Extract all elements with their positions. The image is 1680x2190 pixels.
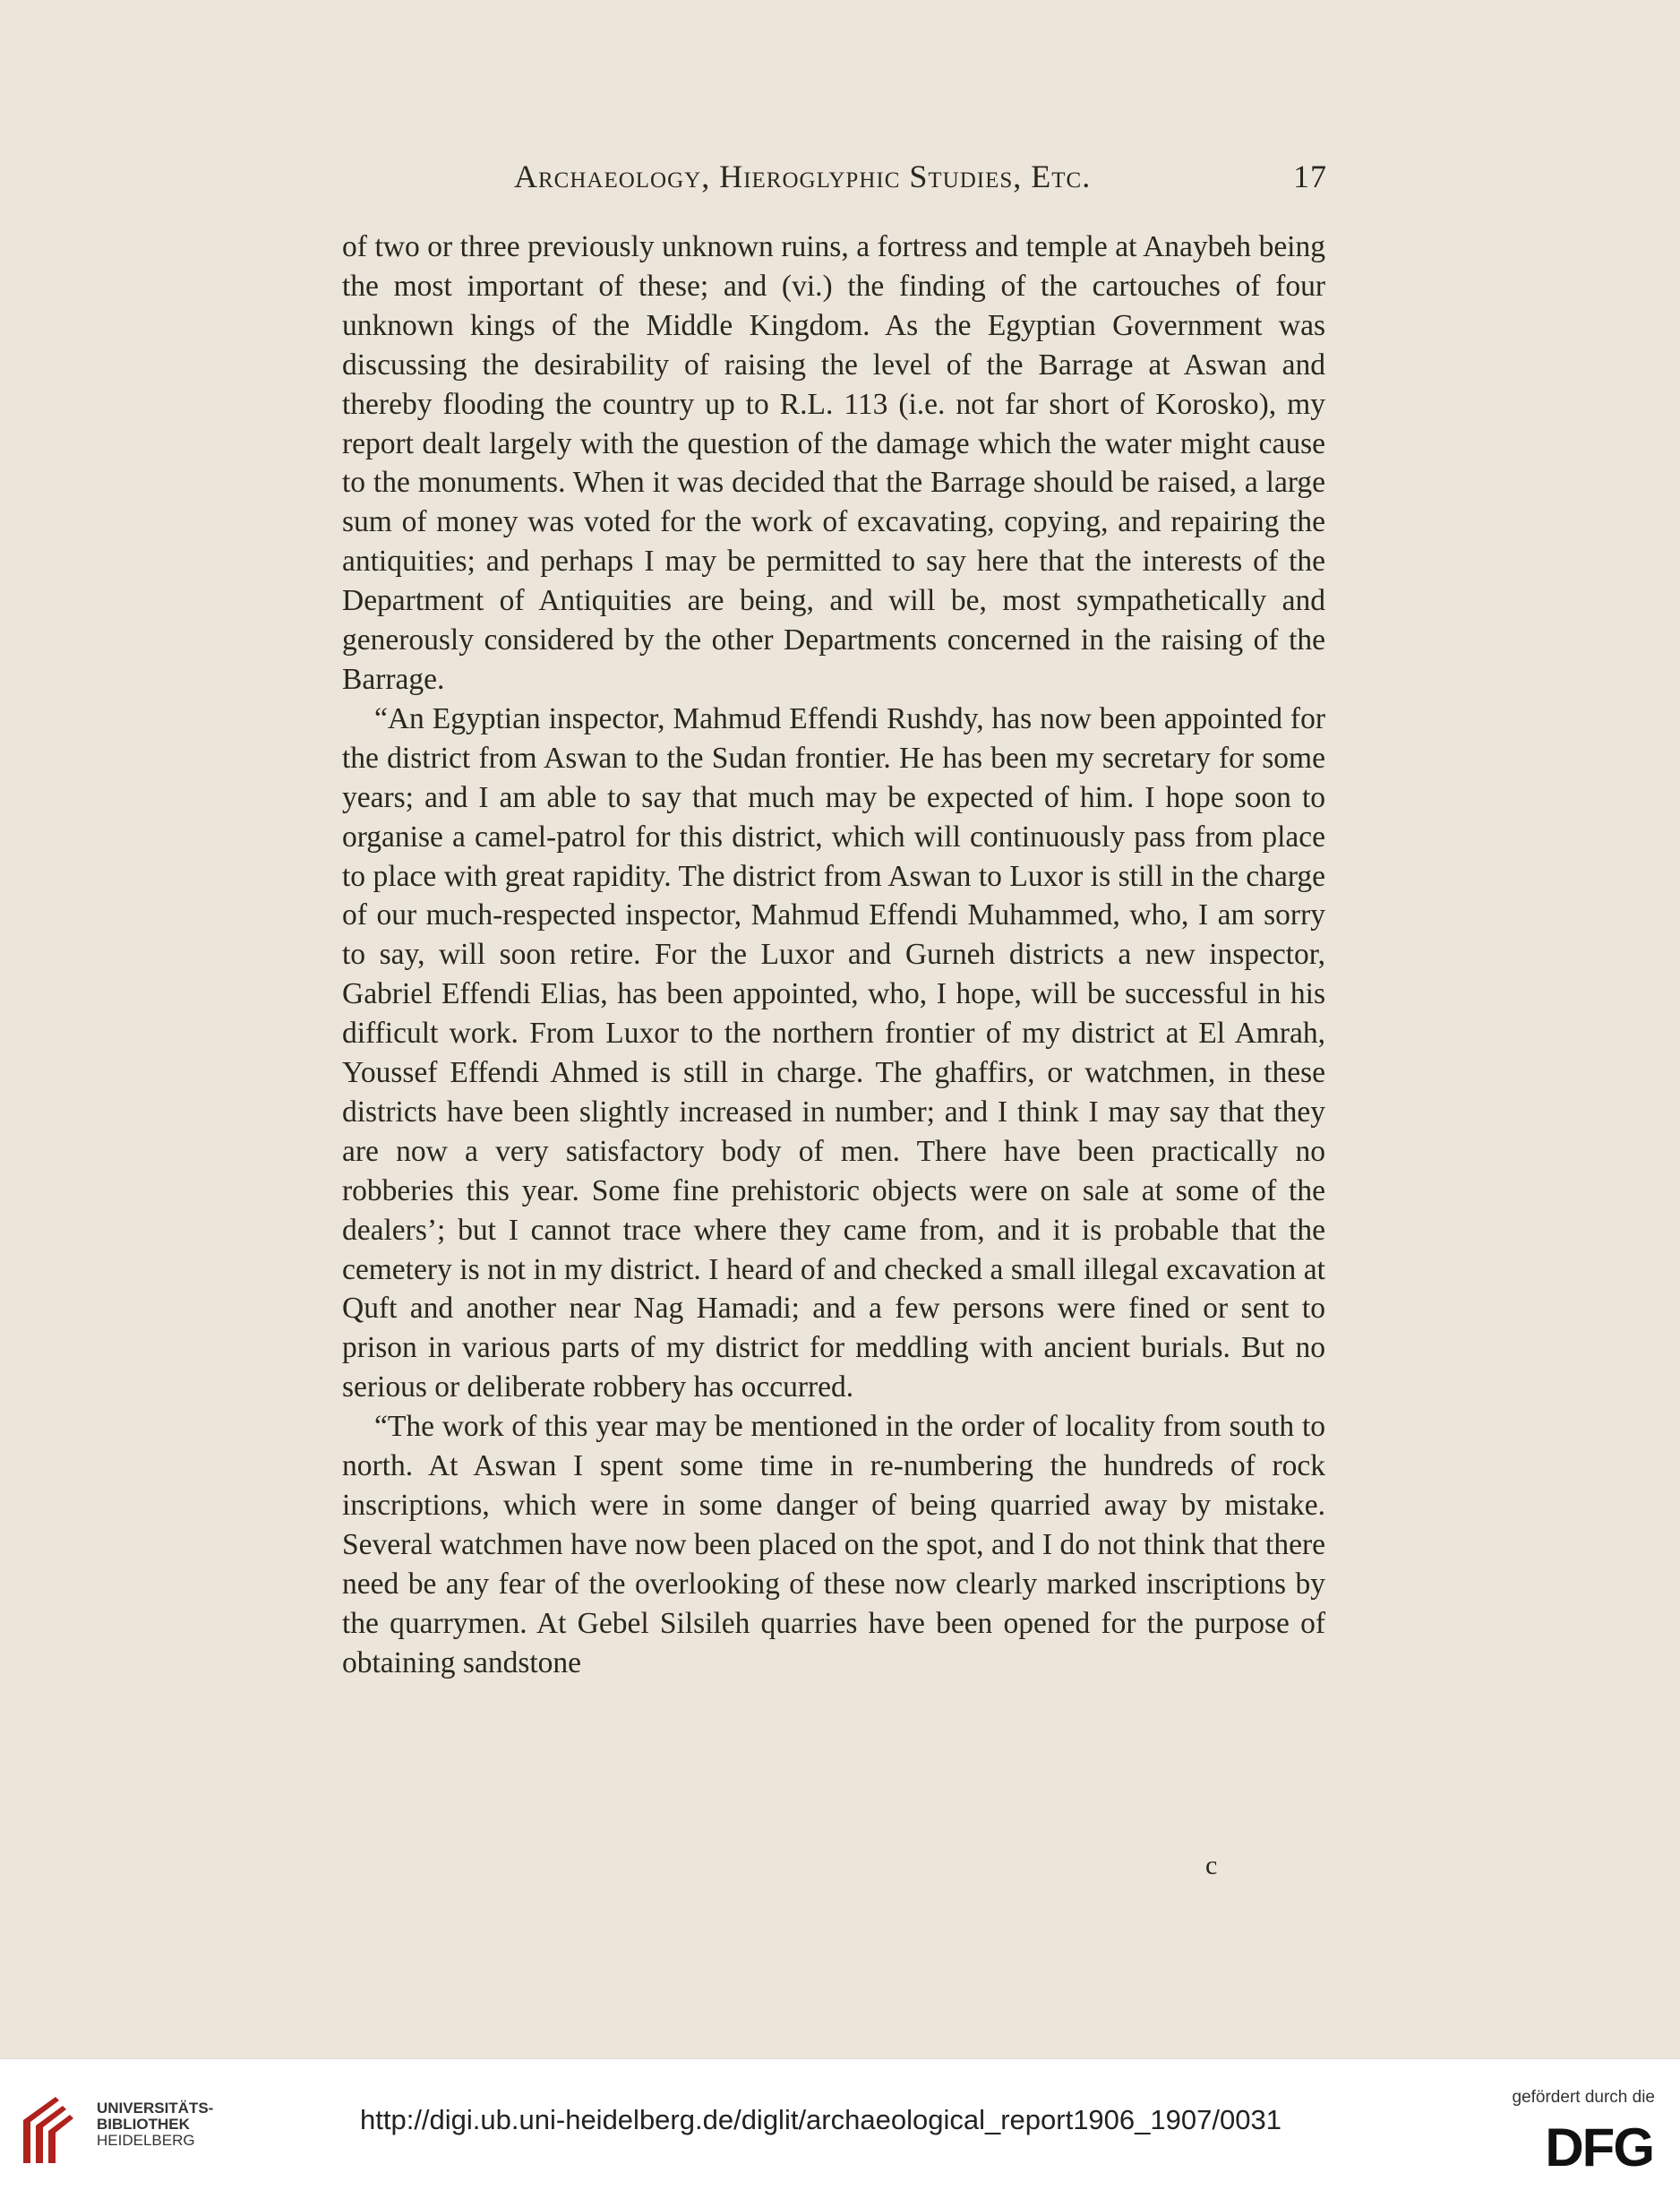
university-library-logo-icon — [20, 2093, 90, 2167]
body-text — [342, 228, 1325, 1683]
page-number: 17 — [1293, 159, 1327, 194]
dfg-logo: DFG — [1545, 2117, 1653, 2177]
paragraph-2: “An Egyptian inspector, Mahmud Effendi Rushdy, has now been appointed for the district from Aswan to the Sudan frontier. He has been my secretary for some years; and I am able to say that much may be expected of him. I hope soon to organise a camel-patrol for this district, which will continuously pass from place to place with great rapidity. The district from Aswan to Luxor is still in the charge of our much-respected inspector, Mahmud Effendi Muhammed, who, I am sorry to say, will soon retire. For the Luxor and Gurneh districts a new inspector, Gabriel Effendi Elias, has been appointed, who, I hope, will be successful in his difficult work. From Luxor to the northern frontier of my district at El Amrah, Youssef Effendi Ahmed is still in charge. The ghaffirs, or watchmen, in these districts have been slightly increased in number; and I think I may say that they are now a very satisfactory body of men. There have been practically no robberies this year. Some fine prehistoric objects were on sale at some of the dealers’; but I cannot trace where they came from, and it is probable that the cemetery is not in my district. I heard of and checked a small illegal excavation at Quft and another near Nag Hamadi; and a few persons were fined or sent to prison in various parts of my district for meddling with ancient burials. But no serious or deliberate robbery has occurred. — [342, 701, 1325, 1404]
library-name: UNIVERSITÄTS- BIBLIOTHEK HEIDELBERG — [97, 2100, 214, 2149]
digitization-footer — [0, 2058, 1680, 2190]
running-head-title: Archaeology, Hieroglyphic Studies, Etc. — [514, 159, 1092, 194]
source-url-link[interactable]: http://digi.ub.uni-heidelberg.de/diglit/archaeological_report1906_1907/0031 — [360, 2104, 1281, 2135]
paragraph-3: “The work of this year may be mentioned in the order of locality from south to north. At Aswan I spent some time in re-numbering the hundreds of rock inscriptions, which were in some danger of being quarried away by mistake. Several watchmen have now been placed on the spot, and I do not think that there need be any fear of the overlooking of these now clearly marked inscriptions by the quarrymen. At Gebel Silsileh quarries have been opened for the purpose of obtaining sandstone — [342, 1410, 1325, 1679]
paragraph-1: of two or three previously unknown ruins, a fortress and temple at Anaybeh being the most important of these; and (vi.) the finding of the cartouches of four unknown kings of the Middle Kingdom. As the Egyptian Government was discussing the desirability of raising the level of the Barrage at Aswan and thereby flooding the country up to R.L. 113 (i.e. not far short of Korosko), my report dealt largely with the question of the damage which the water might cause to the monuments. When it was decided that the Barrage should be raised, a large sum of money was voted for the work of excavating, copying, and repairing the antiquities; and perhaps I may be permitted to say here that the interests of the Department of Antiquities are being, and will be, most sympathetically and generously considered by the other Departments concerned in the raising of the Barrage. — [342, 230, 1325, 696]
signature-mark: c — [1205, 1851, 1218, 1880]
funding-label: gefördert durch die — [1512, 2088, 1655, 2107]
running-head — [342, 158, 1327, 202]
